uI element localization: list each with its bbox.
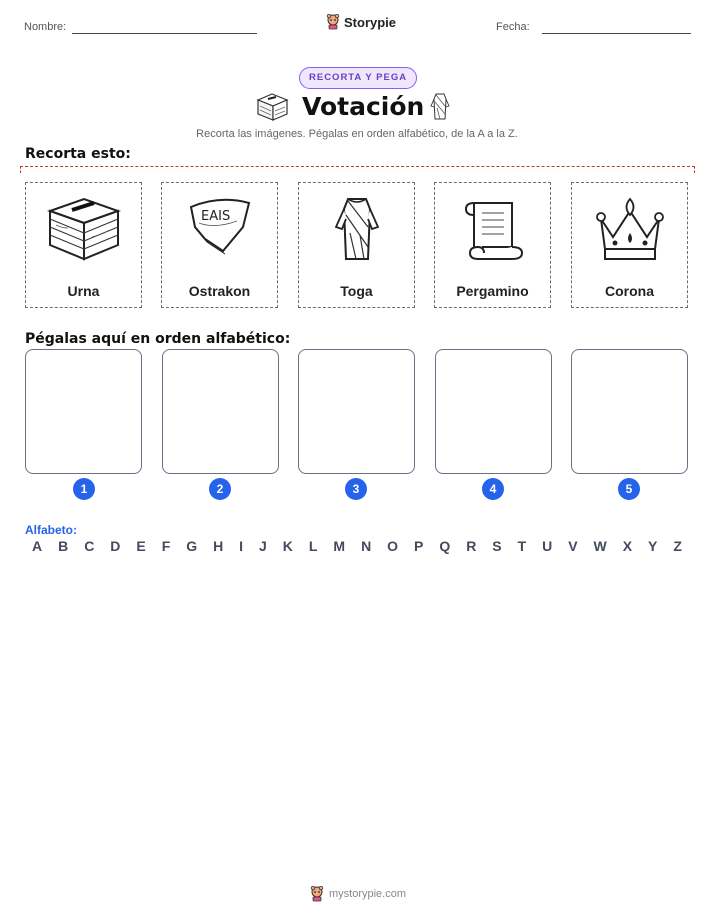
logo: [326, 14, 396, 30]
alphabet-letter: O: [387, 538, 399, 554]
paste-slot-2[interactable]: [162, 349, 279, 474]
footer: [310, 886, 406, 902]
card-label: Toga: [340, 283, 373, 299]
cut-line: [20, 166, 695, 173]
card-label: Urna: [67, 283, 100, 299]
alphabet-letter: A: [32, 538, 43, 554]
card-label: Pergamino: [456, 283, 529, 299]
cut-heading: Recorta esto:: [25, 146, 131, 162]
alphabet-letter: Z: [673, 538, 682, 554]
ballot-box-icon: [44, 193, 124, 265]
page-title: Votación: [302, 92, 425, 121]
alphabet-letter: H: [213, 538, 224, 554]
paste-slot-5[interactable]: [571, 349, 688, 474]
slot-number-4: 4: [482, 478, 504, 500]
alphabet-letter: U: [542, 538, 553, 554]
date-line[interactable]: [542, 33, 691, 34]
footer-url[interactable]: mystorypie.com: [329, 888, 407, 900]
storypie-mascot-icon: [326, 14, 340, 30]
alphabet-letter: R: [466, 538, 477, 554]
alphabet-letter: K: [282, 538, 293, 554]
ballot-box-title-icon: [256, 92, 289, 121]
ostrakon-icon: [185, 193, 255, 265]
cut-card-urna[interactable]: [25, 182, 142, 308]
cut-card-pergamino[interactable]: [434, 182, 551, 308]
paste-heading: Pégalas aquí en orden alfabético:: [25, 331, 291, 347]
cut-card-toga[interactable]: [298, 182, 415, 308]
alphabet-letter: M: [333, 538, 346, 554]
crown-icon: [593, 193, 667, 265]
paste-slot-1[interactable]: [25, 349, 142, 474]
ostrakon-inscription: EAIS: [200, 209, 230, 224]
alphabet-letter: B: [58, 538, 69, 554]
slot-number-3: 3: [345, 478, 367, 500]
alphabet-letter: W: [593, 538, 607, 554]
paste-slot-4[interactable]: [435, 349, 552, 474]
instructions: Recorta las imágenes. Pégalas en orden alfabético, de la A a la Z.: [196, 128, 518, 140]
card-label: Corona: [605, 283, 654, 299]
slot-number-2: 2: [209, 478, 231, 500]
alphabet-letter: I: [239, 538, 244, 554]
alphabet-letter: S: [492, 538, 502, 554]
alphabet-letter: P: [414, 538, 424, 554]
alphabet-letter: N: [361, 538, 372, 554]
toga-icon: [332, 193, 382, 265]
cut-card-ostrakon[interactable]: [161, 182, 278, 308]
alphabet-letter: V: [568, 538, 578, 554]
slot-number-1: 1: [73, 478, 95, 500]
alphabet-letter: G: [186, 538, 198, 554]
alphabet-letter: F: [161, 538, 171, 554]
alphabet-letter: L: [308, 538, 318, 554]
alphabet-letter: T: [517, 538, 527, 554]
paste-slot-3[interactable]: [298, 349, 415, 474]
date-label: Fecha:: [496, 21, 530, 33]
alphabet-letter: X: [622, 538, 633, 554]
alphabet-letter: J: [259, 538, 267, 554]
alphabet-letter: Q: [439, 538, 451, 554]
toga-title-icon: [430, 92, 450, 121]
slot-number-5: 5: [618, 478, 640, 500]
alphabet-letter: E: [136, 538, 146, 554]
storypie-mascot-icon: [310, 886, 324, 902]
alphabet-title: Alfabeto:: [25, 523, 77, 537]
logo-text: Storypie: [344, 14, 397, 30]
alphabet-letter: C: [84, 538, 95, 554]
alphabet-letter: D: [110, 538, 121, 554]
name-line[interactable]: [72, 33, 257, 34]
cut-card-corona[interactable]: [571, 182, 688, 308]
alphabet-letter: Y: [648, 538, 658, 554]
name-label: Nombre:: [24, 21, 67, 33]
activity-badge: RECORTA Y PEGA: [299, 67, 417, 89]
card-label: Ostrakon: [188, 283, 251, 299]
alphabet-row: [32, 538, 682, 554]
scroll-icon: [458, 193, 528, 265]
